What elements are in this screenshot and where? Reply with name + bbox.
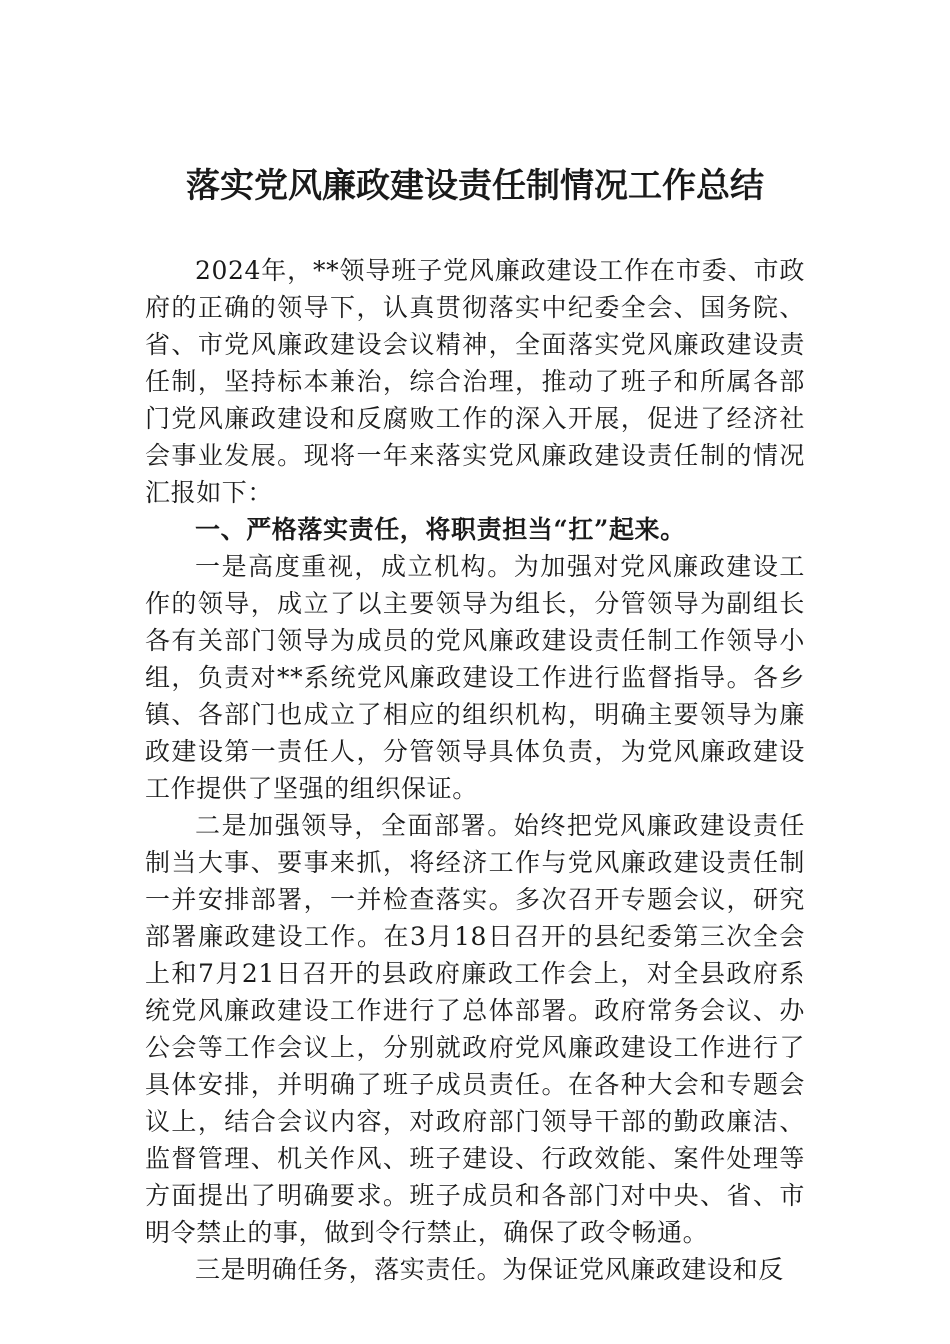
item-text-2: 始终把党风廉政建设责任制当大事、要事来抓，将经济工作与党风廉政建设责任制一并安排部署，一并检查落实。多次召开专题会议，研究部署廉政建设工作。在3月18日召开的县纪委第三次全会上和7月21日召开的县政府廉政工作会上，对全县政府系统党风廉政建设工作进行了总体部署。政府常务会议、办公会等工作会议上，分别就政府党风廉政建设工作进行了具体安排，并明确了班子成员责任。在各种大会和专题会议上，结合会议内容，对政府部门领导干部的勤政廉洁、监督管理、机关作风、班子建设、行政效能、案件处理等方面提出了明确要求。班子成员和各部门对中央、省、市明令禁止的事，做到令行禁止，确保了政令畅通。 (145, 811, 805, 1247)
section-heading: 一、严格落实责任，将职责担当“扛”起来。 (195, 515, 686, 544)
item-lead-3: 三是明确任务，落实责任。 (195, 1255, 503, 1284)
item-lead-1: 一是高度重视，成立机构。 (195, 552, 514, 581)
item-lead-2: 二是加强领导，全面部署。 (195, 811, 514, 840)
item-paragraph-1 (145, 548, 805, 807)
item-text-1: 为加强对党风廉政建设工作的领导，成立了以主要领导为组长，分管领导为副组长各有关部门领导为成员的党风廉政建设责任制工作领导小组，负责对**系统党风廉政建设工作进行监督指导。各乡镇、各部门也成立了相应的组织机构，明确主要领导为廉政建设第一责任人，分管领导具体负责，为党风廉政建设工作提供了坚强的组织保证。 (145, 552, 805, 803)
item-paragraph-2 (145, 807, 805, 1251)
document-title: 落实党风廉政建设责任制情况工作总结 (186, 166, 764, 206)
document-body (145, 252, 805, 1288)
intro-paragraph: 2024年，**领导班子党风廉政建设工作在市委、市政府的正确的领导下，认真贯彻落实中纪委全会、国务院、省、市党风廉政建设会议精神，全面落实党风廉政建设责任制，坚持标本兼治，综合治理，推动了班子和所属各部门党风廉政建设和反腐败工作的深入开展，促进了经济社会事业发展。现将一年来落实党风廉政建设责任制的情况汇报如下： (145, 256, 805, 507)
item-text-3: 为保证党风廉政建设和反 (502, 1255, 784, 1284)
item-paragraph-3 (145, 1251, 805, 1288)
